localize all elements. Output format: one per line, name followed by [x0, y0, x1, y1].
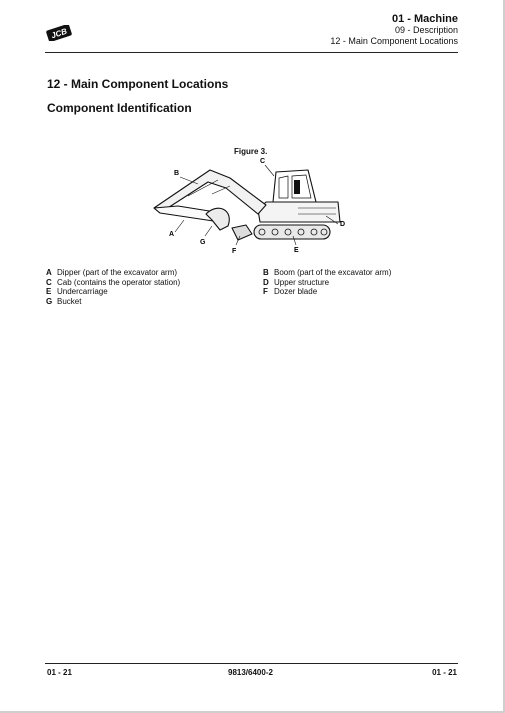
section-title: 12 - Main Component Locations — [47, 77, 229, 91]
callout-g: G — [200, 239, 206, 246]
legend-text: Undercarriage — [57, 287, 108, 296]
legend-row — [46, 268, 180, 278]
legend-row — [263, 287, 391, 297]
legend-text: Boom (part of the excavator arm) — [274, 268, 392, 277]
figure-caption: Figure 3. — [234, 147, 268, 156]
legend-row — [46, 278, 180, 288]
header — [330, 14, 458, 47]
header-rule — [45, 52, 458, 53]
callout-f: F — [232, 248, 237, 255]
header-topic: 12 - Main Component Locations — [330, 36, 458, 46]
legend-key: F — [263, 287, 268, 296]
legend-key: A — [46, 268, 52, 277]
header-subsection: 09 - Description — [394, 25, 458, 35]
footer-rule — [45, 663, 458, 664]
legend-key: G — [46, 296, 53, 306]
legend-key: C — [46, 277, 52, 287]
upper-structure — [258, 202, 340, 222]
legend-row — [46, 297, 180, 307]
footer-page-left: 01 - 21 — [47, 668, 72, 677]
legend-text: Dozer blade — [274, 287, 318, 296]
legend-text: Upper structure — [274, 277, 330, 287]
callout-b: B — [174, 170, 180, 177]
callout-c: C — [260, 158, 266, 165]
legend-text: Bucket — [57, 296, 82, 306]
logo-text: JCB — [50, 26, 69, 41]
jcb-logo — [45, 25, 73, 41]
legend-text: Dipper (part of the excavator arm) — [57, 268, 178, 277]
legend-key: B — [263, 268, 269, 277]
legend-key: E — [46, 287, 52, 296]
legend-key: D — [263, 277, 269, 287]
legend-row — [46, 287, 180, 297]
callout-e: E — [294, 247, 299, 254]
legend-text: Cab (contains the operator station) — [57, 277, 181, 287]
footer-doc-number: 9813/6400-2 — [228, 668, 273, 677]
legend-row — [263, 268, 391, 278]
legend-right — [263, 268, 391, 297]
callout-d: D — [340, 221, 346, 228]
dozer-blade — [232, 225, 252, 240]
legend-left — [46, 268, 180, 306]
callout-a: A — [169, 231, 175, 238]
excavator-figure — [148, 150, 358, 260]
sub-title: Component Identification — [47, 101, 192, 115]
legend-row — [263, 278, 391, 288]
footer-page-right: 01 - 21 — [432, 668, 457, 677]
header-title: 01 - Machine — [391, 13, 458, 25]
